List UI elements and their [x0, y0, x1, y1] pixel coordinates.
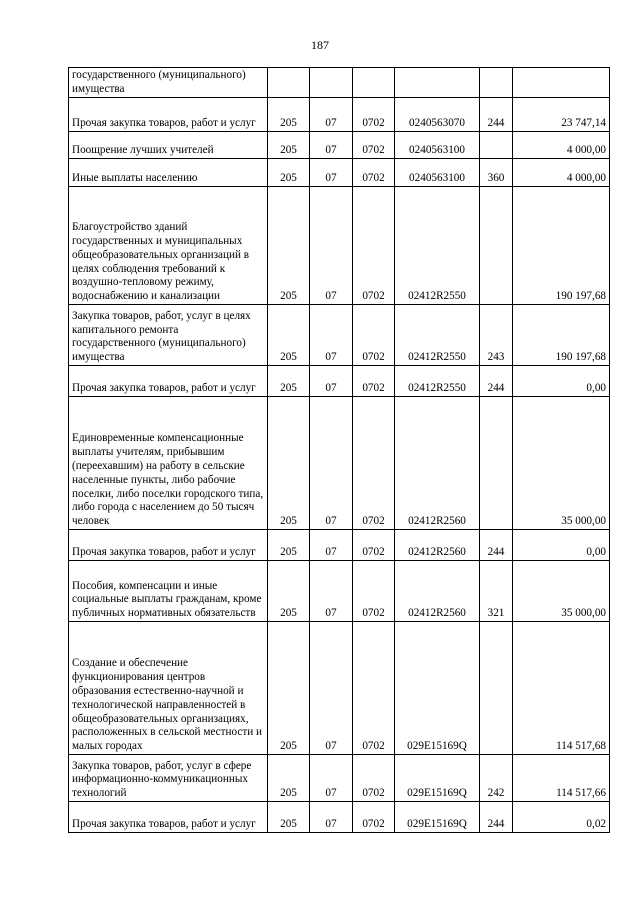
cell-vr: 244: [480, 98, 513, 132]
cell-gl: 205: [268, 187, 310, 305]
cell-sum: 114 517,66: [513, 755, 610, 802]
cell-sum: 0,00: [513, 530, 610, 561]
cell-csr: 02412R2560: [395, 561, 480, 622]
cell-vr: 243: [480, 305, 513, 366]
cell-prz: 0702: [353, 561, 395, 622]
cell-rz: 07: [310, 132, 353, 159]
cell-prz: 0702: [353, 305, 395, 366]
cell-prz: 0702: [353, 397, 395, 530]
cell-rz: 07: [310, 561, 353, 622]
table-row: [69, 366, 610, 397]
cell-vr: [480, 397, 513, 530]
cell-sum: 23 747,14: [513, 98, 610, 132]
cell-prz: 0702: [353, 622, 395, 755]
cell-csr: 0240563100: [395, 159, 480, 187]
cell-vr: [480, 132, 513, 159]
cell-sum: 0,02: [513, 802, 610, 833]
cell-gl: 205: [268, 305, 310, 366]
row-name: государственного (муниципального) имущества: [69, 68, 268, 98]
cell-csr: 0240563100: [395, 132, 480, 159]
cell-sum: 4 000,00: [513, 132, 610, 159]
cell-sum: 114 517,68: [513, 622, 610, 755]
cell-gl: 205: [268, 755, 310, 802]
cell-csr: 029E15169Q: [395, 802, 480, 833]
cell-sum: 190 197,68: [513, 305, 610, 366]
cell-prz: 0702: [353, 98, 395, 132]
row-name: Прочая закупка товаров, работ и услуг: [69, 802, 268, 833]
cell-rz: 07: [310, 187, 353, 305]
row-name: Прочая закупка товаров, работ и услуг: [69, 366, 268, 397]
cell-gl: 205: [268, 561, 310, 622]
cell-vr: 244: [480, 366, 513, 397]
cell-gl: 205: [268, 159, 310, 187]
cell-prz: 0702: [353, 187, 395, 305]
cell-vr: [480, 622, 513, 755]
row-name: Прочая закупка товаров, работ и услуг: [69, 530, 268, 561]
cell-prz: 0702: [353, 755, 395, 802]
cell-rz: 07: [310, 802, 353, 833]
row-name: Закупка товаров, работ, услуг в сфере информационно-коммуникационных технологий: [69, 755, 268, 802]
cell-csr: 02412R2550: [395, 187, 480, 305]
cell-rz: [310, 68, 353, 98]
cell-csr: 02412R2560: [395, 530, 480, 561]
cell-csr: [395, 68, 480, 98]
cell-vr: [480, 68, 513, 98]
cell-rz: 07: [310, 755, 353, 802]
cell-rz: 07: [310, 366, 353, 397]
table-row: [69, 159, 610, 187]
row-name: Пособия, компенсации и иные социальные выплаты гражданам, кроме публичных нормативных обязательств: [69, 561, 268, 622]
cell-vr: [480, 187, 513, 305]
table-row: [69, 561, 610, 622]
cell-csr: 02412R2550: [395, 305, 480, 366]
table-row: [69, 802, 610, 833]
cell-sum: 0,00: [513, 366, 610, 397]
table-row: [69, 98, 610, 132]
table-row: [69, 187, 610, 305]
cell-csr: 02412R2550: [395, 366, 480, 397]
cell-csr: 029E15169Q: [395, 755, 480, 802]
cell-sum: 35 000,00: [513, 397, 610, 530]
cell-csr: 0240563070: [395, 98, 480, 132]
cell-vr: 244: [480, 802, 513, 833]
cell-rz: 07: [310, 159, 353, 187]
cell-prz: 0702: [353, 366, 395, 397]
cell-rz: 07: [310, 530, 353, 561]
cell-csr: 02412R2560: [395, 397, 480, 530]
cell-gl: 205: [268, 98, 310, 132]
table-row: [69, 132, 610, 159]
cell-gl: 205: [268, 366, 310, 397]
cell-rz: 07: [310, 397, 353, 530]
cell-prz: [353, 68, 395, 98]
budget-table: [68, 67, 610, 833]
cell-gl: 205: [268, 802, 310, 833]
cell-sum: 35 000,00: [513, 561, 610, 622]
cell-rz: 07: [310, 622, 353, 755]
cell-prz: 0702: [353, 802, 395, 833]
page-number: 187: [311, 38, 329, 52]
cell-gl: 205: [268, 622, 310, 755]
row-name: Прочая закупка товаров, работ и услуг: [69, 98, 268, 132]
cell-gl: [268, 68, 310, 98]
cell-prz: 0702: [353, 159, 395, 187]
table-row: [69, 305, 610, 366]
row-name: Закупка товаров, работ, услуг в целях капитального ремонта государственного (муниципального) имущества: [69, 305, 268, 366]
cell-prz: 0702: [353, 530, 395, 561]
cell-sum: 4 000,00: [513, 159, 610, 187]
table-row: [69, 530, 610, 561]
table-row: [69, 68, 610, 98]
cell-rz: 07: [310, 98, 353, 132]
cell-rz: 07: [310, 305, 353, 366]
table-row: [69, 622, 610, 755]
table-row: [69, 397, 610, 530]
row-name: Иные выплаты населению: [69, 159, 268, 187]
row-name: Поощрение лучших учителей: [69, 132, 268, 159]
cell-sum: 190 197,68: [513, 187, 610, 305]
cell-gl: 205: [268, 132, 310, 159]
cell-vr: 244: [480, 530, 513, 561]
cell-gl: 205: [268, 397, 310, 530]
cell-vr: 360: [480, 159, 513, 187]
table-row: [69, 755, 610, 802]
cell-csr: 029E15169Q: [395, 622, 480, 755]
row-name: Создание и обеспечение функционирования центров образования естественно-научной и технологической направленностей в общеобразовательных организациях, расположенных в сельской местности и малых городах: [69, 622, 268, 755]
row-name: Единовременные компенсационные выплаты учителям, прибывшим (переехавшим) на работу в сельские населенные пункты, либо рабочие поселки, либо поселки городского типа, либо города с населением до 50 тысяч человек: [69, 397, 268, 530]
cell-gl: 205: [268, 530, 310, 561]
cell-sum: [513, 68, 610, 98]
cell-vr: 321: [480, 561, 513, 622]
cell-prz: 0702: [353, 132, 395, 159]
cell-vr: 242: [480, 755, 513, 802]
row-name: Благоустройство зданий государственных и муниципальных общеобразовательных организаций в целях соблюдения требований к воздушно-тепловому режиму, водоснабжению и канализации: [69, 187, 268, 305]
